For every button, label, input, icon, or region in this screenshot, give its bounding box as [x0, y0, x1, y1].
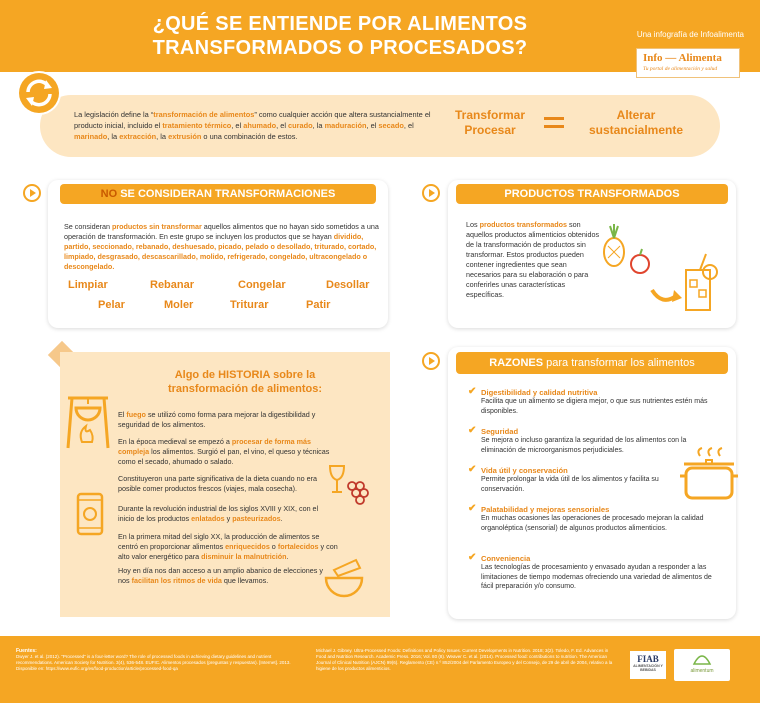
- cooking-pot-icon: [678, 446, 740, 504]
- razon-item: Conveniencia Las tecnologías de procesamiento y envasado ayudan a responder a las limitaciones de tiempo modernas ofreciendo una variedad de alimentos de fácil preparación y/o consumo.: [481, 554, 712, 590]
- sources-column: Fuentes: Dwyer J. et al. (2012). "Processed" is a four-letter word? The role of processed foods in achieving dietary guidelines and nutrient recommendations. American Society for Nutrition. 3(4), 536-548. EUFIC. Alimentos procesados (preguntas y respuestas). [Internet]. 2013. Disponible en: https://www.eufic.org/es/food-production/article/processed-food-qa: [16, 648, 291, 671]
- alimentum-logo: alimentum: [674, 649, 730, 681]
- title-line-1: ¿QUÉ SE ENTIENDE POR ALIMENTOS: [152, 13, 528, 35]
- historia-paragraph: En la época medieval se empezó a procesar de forma más compleja los alimentos. Surgió el pan, el vino, el queso y técnicas como el secado, ahumado o salado.: [118, 437, 330, 466]
- historia-paragraph: El fuego se utilizó como forma para mejorar la digestibilidad y seguridad de los alimentos.: [118, 410, 316, 429]
- equation-left: Transformar Procesar: [454, 108, 526, 137]
- verb-label: Patir: [306, 299, 331, 311]
- fruit-and-drink-illustration: [600, 214, 730, 318]
- byline: Una infografía de Infoalimenta: [636, 30, 744, 39]
- check-icon: ✔: [468, 503, 477, 514]
- historia-paragraph: Constituyeron una parte significativa de la dieta cuando no era posible comer productos frescos (viajes, mala cosecha).: [118, 474, 317, 493]
- equation-right: Alterar sustancialmente: [588, 108, 684, 137]
- can-icon: [72, 488, 108, 538]
- check-icon: ✔: [468, 464, 477, 475]
- razon-item: Palatabilidad y mejoras sensoriales En muchas ocasiones las operaciones de procesado mejoran la calidad organoléptica (sensorial) de algunos productos alimenticios.: [481, 505, 704, 532]
- verb-label: Pelar: [98, 299, 125, 311]
- transformados-heading: PRODUCTOS TRANSFORMADOS: [456, 184, 728, 204]
- verb-label: Triturar: [230, 299, 269, 311]
- transformados-text: Los productos transformados son aquellos productos alimenticios obtenidos de la transformación de productos sin transformar. Estos productos pueden contener ingredientes que sean necesarios para su elaboración o para conferirles unas características específicas.: [466, 220, 600, 299]
- verb-label: Moler: [164, 299, 194, 311]
- verb-label: Desollar: [326, 279, 370, 291]
- grapes-wine-icon: [326, 462, 370, 512]
- verb-label: Rebanar: [150, 279, 195, 291]
- verb-label: Congelar: [238, 279, 286, 291]
- section-arrow-icon: [23, 184, 41, 202]
- campfire-pot-icon: [64, 390, 112, 450]
- no-transform-heading: NO SE CONSIDERAN TRANSFORMACIONES: [60, 184, 376, 204]
- historia-paragraph: En la primera mitad del siglo XX, la producción de alimentos se centró en proporcionar alimentos enriquecidos o fortalecidos y con alto valor energético para disminuir la malnutrición.: [118, 532, 338, 561]
- check-icon: ✔: [468, 425, 477, 436]
- alimentum-leaf-icon: [692, 652, 712, 666]
- sources-column: Michael J. Gibney. Ultra-Processed Foods: Definitions and Policy Issues. Current Developments in Nutrition. 2018; 3(2). Toledo, F. Ed. Advances in Food and Nutrition Research. Academic Press. 2016; Vol. 80 (8). Weaver C. et al. (2014). Processed food: contributions to nutrition. The American Journal of Clinical Nutrition (AJCN) 99(6). Reglamento (CE) n.º 852/2004 del Parlamento Europeo y del Consejo, de 29 de abril de 2004, relativo a la higiene de los productos alimenticios.: [316, 648, 613, 671]
- intro-text: La legislación define la “transformación de alimentos” como cualquier acción que altera sustancialmente el producto inicial, incluido el tratamiento térmico, el ahumado, el curado, la maduración, el secado, el marinado, la extracción, la extrusión o una combinación de estos.: [74, 110, 431, 141]
- infoalimenta-logo: Info — Alimenta Tu portal de alimentación y salud: [636, 48, 740, 78]
- intro-panel: [40, 95, 720, 157]
- verb-label: Limpiar: [68, 279, 108, 291]
- historia-title: Algo de HISTORIA sobre la transformación de alimentos:: [167, 369, 323, 395]
- check-icon: ✔: [468, 552, 477, 563]
- no-transform-text: Se consideran productos sin transformar aquellos alimentos que no hayan sido sometidos a una operación de transformación. En este grupo se incluyen los productos que se hayan dividido, partido, seccionado, rebanado, deshuesado, picado, pelado o desollado, triturado, cortado, limpiado, desgrasado, descascarillado, molido, refrigerado, congelado, ultracongelado o descongelado.: [64, 222, 379, 271]
- historia-paragraph: Hoy en día nos dan acceso a un amplio abanico de elecciones y nos facilitan los ritmos de vida que llevamos.: [118, 566, 323, 585]
- title-line-2: TRANSFORMADOS O PROCESADOS?: [152, 37, 528, 59]
- historia-paragraph: Durante la revolución industrial de los siglos XVIII y XIX, con el inicio de los productos enlatados y pasteurizados.: [118, 504, 319, 523]
- razon-item: Digestibilidad y calidad nutritiva Facilita que un alimento se digiera mejor, o que sus nutrientes estén más disponibles.: [481, 388, 708, 415]
- fiab-logo: FIAB ALIMENTACIÓN Y BEBIDAS: [630, 651, 666, 679]
- razon-item: Vida útil y conservación Permite prolongar la vida útil de los alimentos y facilita su conservación.: [481, 466, 659, 493]
- razon-item: Seguridad Se mejora o incluso garantiza la seguridad de los alimentos con la eliminación de microorganismos perjudiciales.: [481, 427, 687, 454]
- section-arrow-icon: [422, 184, 440, 202]
- check-icon: ✔: [468, 386, 477, 397]
- apple-icon: [631, 255, 649, 273]
- bowl-icon: [322, 556, 366, 600]
- recycle-arrows-icon: [16, 70, 62, 116]
- razones-heading: RAZONES para transformar los alimentos: [456, 352, 728, 374]
- equals-sign: [544, 117, 564, 131]
- section-arrow-icon: [422, 352, 440, 370]
- page-title: [120, 12, 560, 60]
